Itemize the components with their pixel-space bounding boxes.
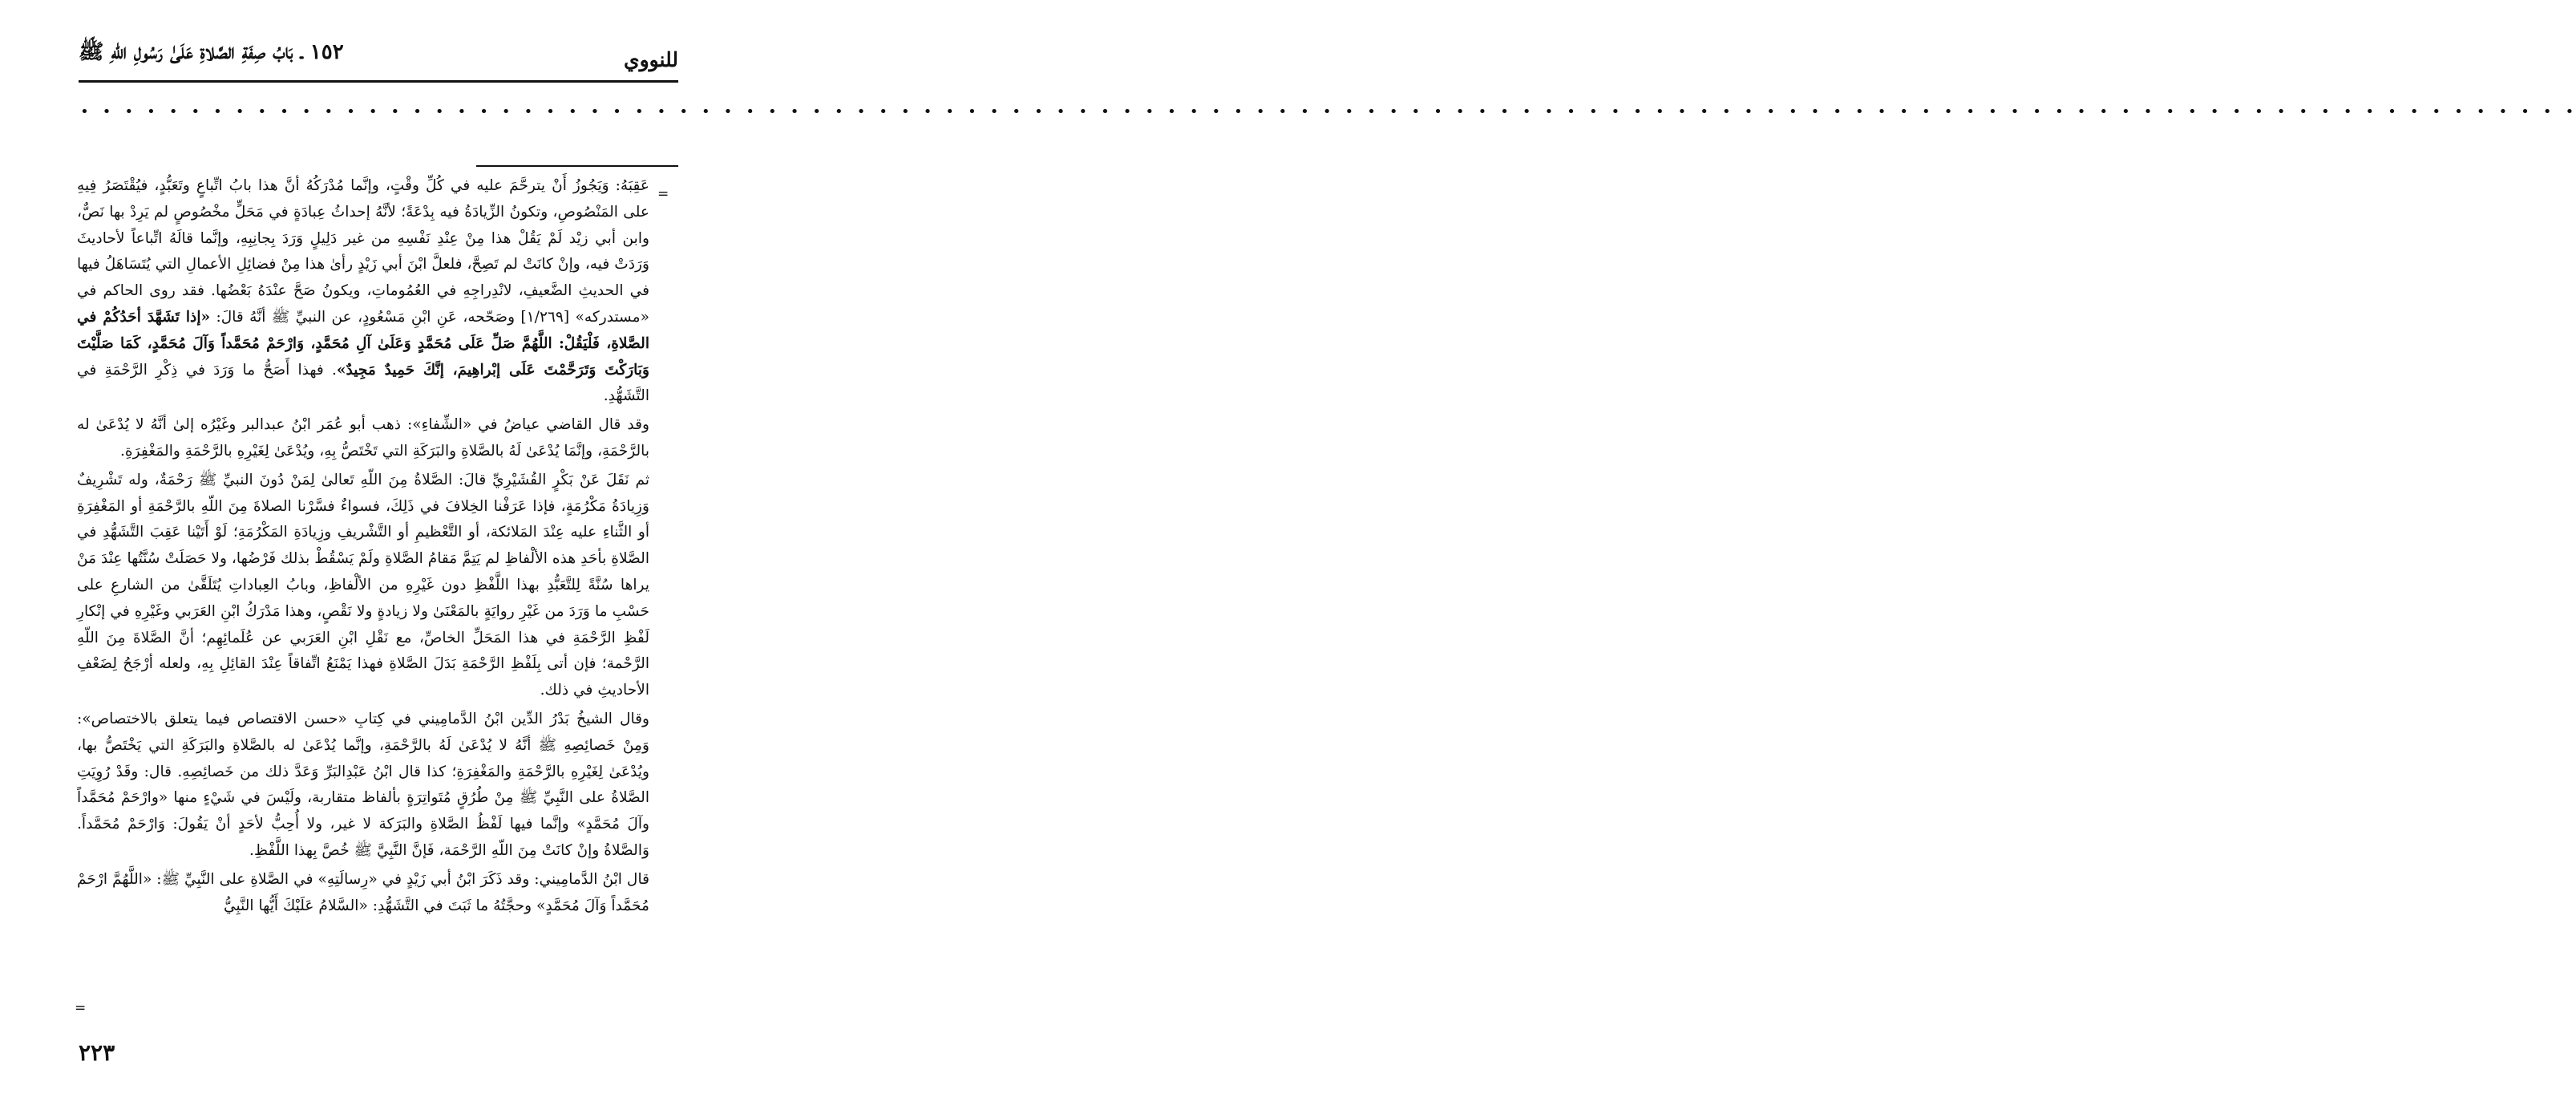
continuation-mark: = [657,186,669,202]
page-number: ٢٢٣ [79,1039,115,1066]
paragraph-1-tail: . فهذا أَصَحُّ ما وَرَدَ في ذِكْرِ الرَّحْمَةِ في التَّشَهُّدِ. [77,361,649,405]
paragraph-2-text: وقد قال القاضي عياضُ في «الشِّفاءِ»: ذهب أبو عُمَر ابْنُ عبدالبر وغَيْرُه إلىٰ أنَّهُ لا يُدْعَىٰ له بالرَّحْمَةِ، وإنَّمَا يُدْعَىٰ لَهُ بالصَّلاةِ والبَرَكَةِ التي تَخْتَصُّ بِهِ، ويُدْعَىٰ لِغَيْرِهِ بالرَّحْمَةِ والمَغْفِرَةِ. [77,416,649,460]
paragraph-5 [77,867,649,920]
paragraph-3 [77,468,649,704]
paragraph-2 [77,412,649,465]
paragraph-3-text: ثم نَقَلَ عَنْ بَكْرٍ القُشَيْرِيِّ قالَ: الصَّلاةُ مِنَ اللّهِ تَعالىٰ لِمَنْ دُونَ النبيِّ ﷺ رَحْمَةٌ، وله تَشْرِيفٌ وَزِيادَةُ مَكْرُمَةٍ، فإذا عَرَفْنا الخِلافَ في ذَلِكَ، فسواءٌ فسَّرْنا الصلاةَ مِنَ اللّهِ بالرَّحْمَةِ أو المَغْفِرَةِ أو الثَّناءِ عليه عِنْدَ المَلائكة، أو التَّعْظيمِ أو التَّشْريفِ وزِيادَةِ المَكْرُمَةِ؛ لَوْ أَتَيْنا عَقِبَ التَّشَهُّدِ في الصَّلاةِ بأحَدِ هذه الألْفاظِ لم يَتِمَّ مَقامُ الصَّلاةِ ولَمْ يَسْقُطْ بذلك فَرْضُها، ولا حَصَلَتْ سُنَّتُها عِنْدَ مَنْ يراها سُنَّةً لِلتَّعَبُّدِ بهذا اللَّفْظِ دون غَيْرِهِ من الألْفاظِ، وبابُ العِباداتِ يُتَلَقَّىٰ من الشارعِ على حَسْبِ ما وَرَدَ من غَيْرِ روايَةٍ بالمَعْنَىٰ ولا زيادةٍ ولا نَقْصٍ، وهذا مَدْرَكُ ابْنِ العَرَبي وغَيْرِهِ في إنْكارِ لَفْظِ الرَّحْمَةِ في هذا المَحَلِّ الخاصِّ، مع نَقْلِ ابْنِ العَرَبي عن عُلَمائِهِم؛ أنَّ الصَّلاةَ مِنَ اللّهِ الرَّحْمة؛ فإن أتى بِلَفْظِ الرَّحْمَةِ بَدَلَ الصَّلاةِ فهذا يَمْنَعُ اتِّفاقاً عِنْدَ القائِلِ بِهِ، ولعله أرْجَحُ لِضَعْفِ الأحاديثِ في ذلك. [77,471,649,699]
paragraph-4-text: وقال الشيخُ بَدْرُ الدِّين ابْنُ الدَّمامِيني في كِتابِ «حسن الاقتصاص فيما يتعلق بالاختصاص»: وَمِنْ خَصائِصِهِ ﷺ أنَّهُ لا يُدْعَىٰ لَهُ بالرَّحْمَةِ، وإنَّما يُدْعَىٰ له بالصَّلاةِ والبَرَكَةِ التي يَخْتَصُّ بها، ويُدْعَىٰ لِغَيْرِهِ بالرَّحْمَةِ والمَغْفِرَةِ؛ كذا قال ابْنُ عَبْدِالبَرِّ وَعَدَّ ذلك من خَصائِصِهِ. قال: وقَدْ رُوِيَتِ الصَّلاةُ على النَّبِيِّ ﷺ مِنْ طُرُقٍ مُتَواتِرَةٍ بألفاظ متقاربة، ولَيْسَ في شَيْءٍ منها «وارْحَمْ مُحَمَّداً وآلَ مُحَمَّدٍ» وإنَّما فيها لَفْظُ الصَّلاةِ والبَرَكة لا غير، ولا أُحِبُّ لأحَدٍ أنْ يَقُولَ: وَارْحَمْ مُحَمَّداً. وَالصَّلاةُ وإنْ كانَتْ مِنَ اللّهِ الرَّحْمَة، فَإنَّ النَّبِيَّ ﷺ خُصَّ بِهذا اللَّفْظِ. [77,710,649,859]
continuation-mark-end: = [75,1000,87,1016]
footnote-rule [476,165,678,167]
paragraph-1 [77,173,649,410]
paragraph-1-text: عَقِبَهُ: وَيَجُوزُ أَنْ يترحَّمَ عليه في كُلِّ وقْتٍ، وإنَّما مُدْرَكُهُ أنَّ هذا بابُ اتِّباعٍ وتَعَبُّدٍ، فيُقْتَصَرُ فِيهِ على المَنْصُوصِ، وتكونُ الزِّيادَةُ فيه بِدْعَةً؛ لأنَّهُ إحداثُ عِبادَةٍ في مَحَلٍّ مخْصُوصٍ لم يَرِدْ بها نَصٌّ، وابن أبي زيْد لَمْ يَقُلْ هذا مِنْ عِنْدِ نَفْسِهِ من غير دَلِيلٍ وَرَدَ بِجانِبِهِ، وإنَّما قالَهُ اتِّباعاً لأحاديثَ وَرَدَتْ فيه، وإنْ كانَتْ لم تَصِحَّ، فلعلَّ ابْنَ أبي زَيْدٍ رأىٰ هذا مِنْ فضائِلِ الأعمالِ التي يُتَسَاهَلُ فيها في الحديثِ الضَّعيفِ، لانْدِراجِهِ في العُمُوماتِ، ويكونُ صَحَّ عنْدَهُ بَعْضُها. فقد روى الحاكم في «مستدركه» [١/٢٦٩] وصَحّحه، عَنِ ابْنِ مَسْعُودٍ، عن النبيِّ ﷺ أنَّهُ قالَ: [77,177,649,326]
paragraph-4 [77,707,649,865]
page-header [79,35,678,83]
paragraph-5-text: قال ابْنُ الدَّمامِيني: وقد ذَكَرَ ابْنُ أبي زَيْدٍ في «رِسالَتِهِ» في الصَّلاةِ على النَّبِيِّ ﷺ: «اللَّهُمَّ ارْحَمْ مُحَمَّداً وَآلَ مُحَمَّدٍ» وحجَّتُهُ ما ثَبَتَ في التَّشَهُّدِ: «السَّلامُ عَلَيْكَ أَيُّها النَّبِيُّ [77,870,649,914]
hadith-quote: «إذا تَشَهَّدَ أحَدُكُمْ في الصَّلاةِ، فَلْيَقُلْ: اللَّهُمَّ صَلِّ عَلَى مُحَمَّدٍ وَعَلَىٰ آلِ مُحَمَّدٍ، وَارْحَمْ مُحَمَّداً وَآلَ مُحَمَّدٍ، كَمَا صَلَّيْتَ وَبَارَكْتَ وَتَرَحَّمْتَ عَلَى إبْراهِيمَ، إنَّكَ حَمِيدٌ مَجِيدٌ» [77,308,649,379]
header-chapter-title: ١٥٢ ـ بَابُ صِفَةِ الصَّلاةِ عَلَىٰ رَسُولِ اللّهِ ﷺ [79,40,344,64]
footnote-body [77,173,649,1023]
dotted-separator: • • • • • • • • • • • • • • • • • • • • • • • • • • • • • • • • • • • • • • • • • • • • • • • • • • • • • • • • • • • • • • • • • • • • • • • • • • • • • • • • • • • • • • • • • • • • • • • • • • • • • • • • • • • • • • • • • [80,103,2576,120]
header-author: للنووي [624,48,678,71]
